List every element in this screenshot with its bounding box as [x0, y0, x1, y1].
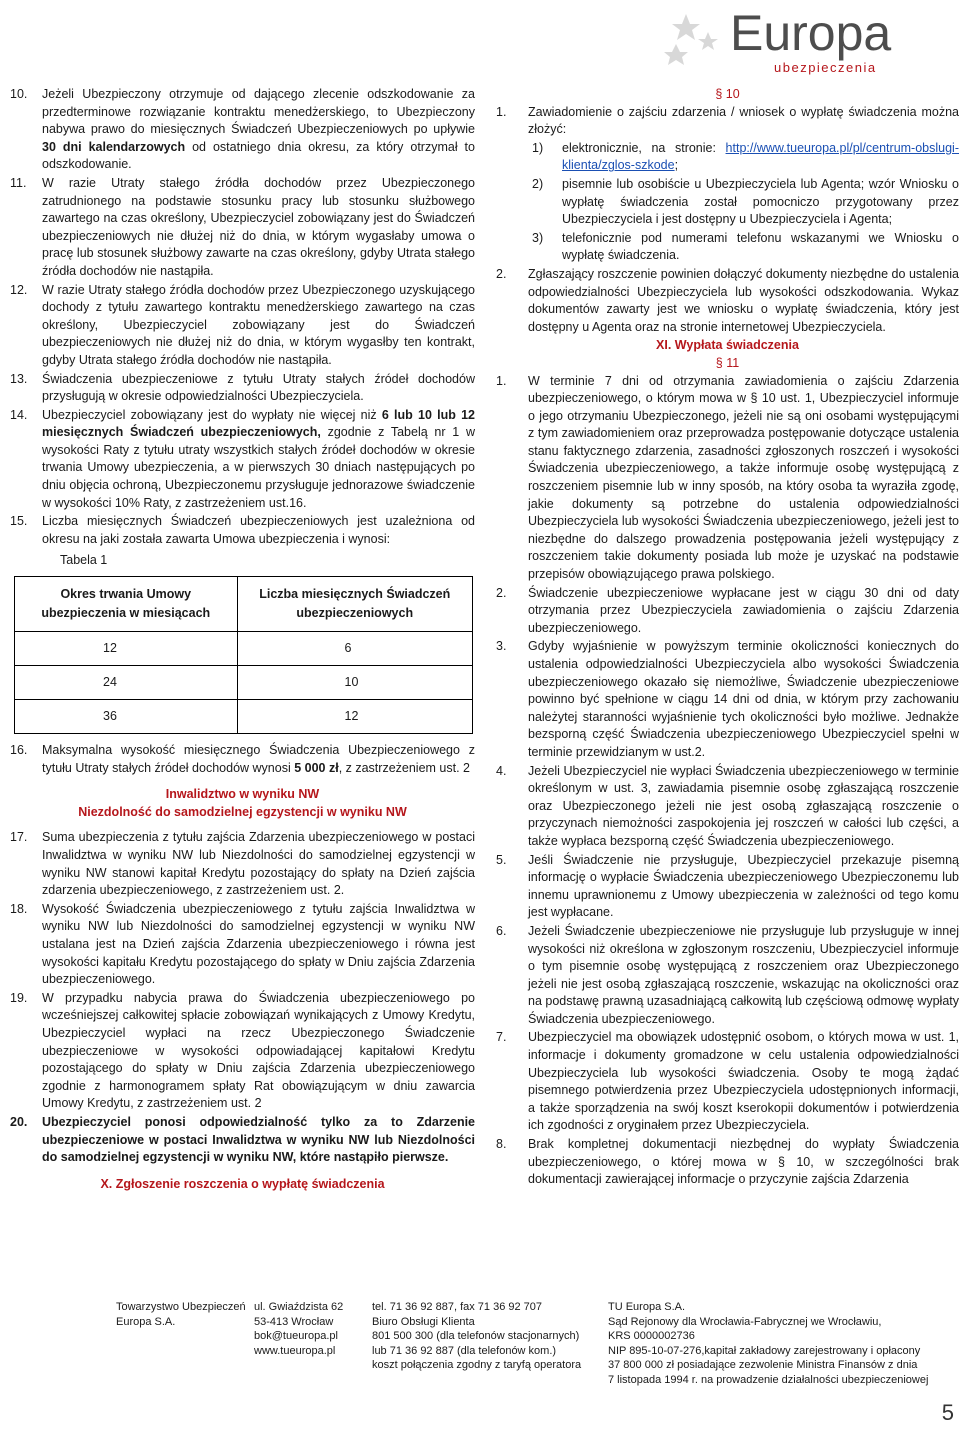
- item-17: [10, 829, 475, 899]
- right-column: [496, 86, 959, 1190]
- item-number: 18.: [10, 901, 28, 916]
- footer-line: TU Europa S.A.: [608, 1301, 686, 1313]
- item-text: Ubezpieczyciel zobowiązany jest do wypłaty nie więcej niż: [42, 407, 382, 422]
- s-item-1: [496, 373, 959, 584]
- table-header-cell: Okres trwania Umowy ubezpieczenia w miesiącach: [15, 577, 238, 632]
- footer-company: [116, 1300, 246, 1329]
- footer-contact: [372, 1300, 581, 1373]
- logo-brand-text: Europa: [730, 5, 892, 61]
- item-text: Jeśli Świadczenie nie przysługuje, Ubezpieczyciel przekazuje pisemną informację o wypłacie Świadczenia ubezpieczeniowego Ubezpieczonemu lub innemu uprawnionemu z Umowy ubezpieczenia w zależności od tego komu jest wypłacane.: [528, 852, 959, 920]
- item-12: [10, 282, 475, 370]
- footer-line: 53-413 Wrocław: [254, 1315, 334, 1328]
- footer-line: Towarzystwo Ubezpieczeń: [116, 1301, 246, 1313]
- table-caption: Tabela 1: [60, 553, 108, 568]
- footer-address: [254, 1300, 343, 1358]
- footer-line: koszt połączenia zgodny z taryfą operatora: [372, 1359, 582, 1371]
- item-11: [10, 175, 475, 281]
- r-subitem-1: [528, 140, 959, 175]
- footer-line: KRS 0000002736: [608, 1330, 695, 1342]
- item-text: Brak kompletnej dokumentacji niezbędnej do wypłaty Świadczenia ubezpieczeniowego, o której mowa w § 10, w szczególności brak dokumentacji zawierającej informacje o przyczynie zajścia Zdarzenia: [528, 1137, 959, 1187]
- item-number: 8.: [496, 1137, 507, 1152]
- item-15: [10, 513, 475, 548]
- item-text: ;: [674, 158, 679, 173]
- item-number: 17.: [10, 830, 28, 845]
- table-cell: 12: [237, 700, 473, 734]
- section-heading-inwalidztwo: Inwalidztwo w wyniku NW: [165, 787, 320, 802]
- footer-line: tel. 71 36 92 887, fax 71 36 92 707: [372, 1301, 543, 1313]
- item-18: [10, 901, 475, 989]
- s-item-4: [496, 763, 959, 851]
- item-text: Ubezpieczyciel ponosi odpowiedzialność tylko za to Zdarzenie ubezpieczeniowe w postaci Inwalidztwa w wyniku NW lub Niezdolności do samodzielnej egzystencji w wyniku NW, które nastąpiło pierwsze.: [42, 1114, 475, 1165]
- item-text: W razie Utraty stałego źródła dochodów przez Ubezpieczonego zatrudnionego na podstawie stosunku pracy lub stosunku służbowego zawartego na czas określony, Ubezpieczyciel zobowiązany jest do Świadczeń ubezpieczeniowych nie dłużej niż do dnia, w którym wygasłaby umowa o pracę lub stosunek służbowy zawarte na czas określony, gdyby Utrata stałego źródła dochodów nie nastąpiła.: [42, 175, 475, 278]
- footer-legal: [608, 1300, 928, 1387]
- item-text: elektronicznie, na stronie:: [562, 140, 726, 155]
- item-bold-text: 30 dni kalendarzowych: [42, 139, 186, 154]
- footer-line: 7 listopada 1994 r. na prowadzenie działalności ubezpieczeniowej: [608, 1373, 929, 1386]
- item-number: 1.: [496, 104, 507, 119]
- footer-line: NIP 895-10-07-276,kapitał zakładowy zarejestrowany i opłacony: [608, 1344, 921, 1357]
- item-20: [10, 1114, 475, 1167]
- item-19: [10, 990, 475, 1113]
- item-text: pisemnie lub osobiście u Ubezpieczyciela lub Agenta; wzór Wniosku o wypłatę świadczenia został pomocniczo przygotowany przez Ubezpieczyciela i jest dostępny u Ubezpieczyciela i Agenta;: [562, 176, 959, 227]
- item-text: Świadczenie ubezpieczeniowe wypłacane jest w ciągu 30 dni od daty otrzymania przez Ubezpieczyciela zawiadomienia o zajściu Zdarzenia ubezpieczeniowego.: [528, 585, 959, 635]
- footer-line: Europa S.A.: [116, 1315, 176, 1328]
- s-item-8: [496, 1136, 959, 1189]
- item-number: 12.: [10, 282, 28, 297]
- item-number: 4.: [496, 763, 507, 778]
- footer-website[interactable]: www.tueuropa.pl: [254, 1344, 336, 1357]
- item-number: 1): [532, 140, 544, 155]
- item-text: Gdyby wyjaśnienie w powyższym terminie okoliczności koniecznych do ustalenia odpowiedzialności Ubezpieczyciela albo wysokości Świadczenia ubezpieczeniowego okazało się niemożliwe, Świadczenie ubezpieczeniowe powinno być spełnione w ciągu 14 dni od dnia, w którym przy zachowaniu należytej staranności wyjaśnienie tych okoliczności było możliwe. Jednakże bezsporną część Świadczenia ubezpieczeniowego Ubezpieczyciel spełni w terminie przewidzianym w ust.2.: [528, 639, 959, 759]
- paragraph-marker-10: § 10: [715, 87, 740, 101]
- table-cell: 36: [15, 700, 238, 734]
- logo-sub-text: ubezpieczenia: [774, 60, 877, 75]
- table-header-row: [15, 577, 473, 632]
- item-number: 13.: [10, 371, 28, 386]
- footer-line: Sąd Rejonowy dla Wrocławia-Fabrycznej we Wrocławiu,: [608, 1315, 882, 1328]
- table-cell: 10: [237, 666, 473, 700]
- section-heading-x: X. Zgłoszenie roszczenia o wypłatę świadczenia: [100, 1176, 385, 1191]
- item-text: Liczba miesięcznych Świadczeń ubezpieczeniowych jest uzależniona od okresu na jaki została zawarta Umowa ubezpieczenia i wynosi:: [42, 514, 475, 546]
- item-text: Jeżeli Świadczenie ubezpieczeniowe nie przysługuje lub przysługuje w innej wysokości niż określona w zgłoszonym roszczeniu, Ubezpieczyciel informuje o tym pisemnie osobę występującą z roszczeniem oraz Ubezpieczonego jeżeli nie jest osobą zgłaszającą roszczenie, wskazując na okoliczności oraz na podstawę prawną uzasadniającą całkowitą lub częściową odmowę wypłaty Świadczenia ubezpieczeniowego.: [528, 923, 959, 1026]
- item-number: 2): [532, 176, 544, 191]
- table-row: [15, 632, 473, 666]
- table-row: [15, 666, 473, 700]
- item-text: Jeżeli Ubezpieczyciel nie wypłaci Świadczenia ubezpieczeniowego w terminie określonym w ust. 3, zawiadamia pisemnie osobę zgłaszającą roszczenie oraz Ubezpieczonego jeżeli nie jest osobą zgłaszającą roszczenie o przyczynach niemożności zaspokojenia jej roszczeń w całości lub części, a także wypłaca bezsporną część Świadczenia ubezpieczeniowego.: [528, 763, 959, 848]
- item-text: Maksymalna wysokość miesięcznego Świadczenia Ubezpieczeniowego z tytułu Utraty stałych źródeł dochodów wynosi: [42, 743, 475, 775]
- paragraph-marker-11: § 11: [715, 355, 740, 370]
- footer-email[interactable]: bok@tueuropa.pl: [254, 1330, 338, 1342]
- item-14: [10, 407, 475, 513]
- item-text: W przypadku nabycia prawa do Świadczenia ubezpieczeniowego po wcześniejszej całkowitej spłacie zobowiązań wynikających z Umowy Kredytu, Ubezpieczyciel wypłaci na rzecz Ubezpieczonego Świadczenie ubezpieczeniowe w wysokości odpowiadającej kapitałowi Kredytu pozostającego do spłaty w Dniu zajścia Zdarzenia ubezpieczeniowego zgodnie z harmonogramem spłaty Rat obowiązującym w dniu zawarcia Umowy Kredytu, z zastrzeżeniem ust. 2: [42, 990, 475, 1111]
- footer-line: ul. Gwiaździsta 62: [254, 1301, 344, 1313]
- item-number: 2.: [496, 266, 507, 281]
- item-text: Zawiadomienie o zajściu zdarzenia / wniosek o wypłatę świadczenia można złożyć:: [528, 104, 959, 137]
- table-cell: 24: [15, 666, 238, 700]
- footer-line: Biuro Obsługi Klienta: [372, 1315, 475, 1328]
- r-sublist: [496, 140, 959, 265]
- r-subitem-2: [528, 176, 959, 229]
- item-number: 11.: [10, 175, 27, 190]
- table-header-cell: Liczba miesięcznych Świadczeń ubezpieczeniowych: [237, 577, 473, 632]
- item-text: Świadczenia ubezpieczeniowe z tytułu Utraty stałych źródeł dochodów przysługują w okresie odpowiedzialności Ubezpieczyciela.: [42, 371, 475, 404]
- item-number: 2.: [496, 585, 507, 600]
- s-item-5: [496, 852, 959, 922]
- item-number: 5.: [496, 852, 507, 867]
- item-number: 16.: [10, 743, 28, 758]
- s-item-6: [496, 923, 959, 1029]
- item-text: , z zastrzeżeniem ust. 2: [338, 760, 470, 775]
- item-text: W terminie 7 dni od otrzymania zawiadomienia o zajściu Zdarzenia ubezpieczeniowego, o którym mowa w § 10 ust. 1, Ubezpieczyciel informuje o jego otrzymaniu Ubezpieczonego, jeżeli nie są oni osobami występującymi z tym zawiadomieniem oraz przeprowadza postępowanie dotyczące ustalenia stanu faktycznego zdarzenia, zasadności zgłoszonych roszczeń i wysokości Świadczenia ubezpieczeniowego, a także informuje osobę występującą z roszczeniem pisemnie lub w inny sposób, na który osoba ta wyraziła zgodę, jakie dokumenty są potrzebne do ustalenia odpowiedzialności Ubezpieczyciela lub wysokości Świadczenia ubezpieczeniowego, jeżeli jest to niezbędne do dalszego prowadzenia postępowania jeżeli występujący z roszczeniem takie dokumenty posiada lub może je uzyskać na podstawie przepisów obowiązującego prawa polskiego.: [528, 373, 959, 582]
- item-text: Jeżeli Ubezpieczony otrzymuje od dającego zlecenie odszkodowanie za przedterminowe rozwiązanie kontraktu menedżerskiego, to Ubezpieczony nabywa prawo do miesięcznych Świadczeń Ubezpieczeniowych po upływie: [42, 87, 475, 137]
- s-item-2: [496, 585, 959, 638]
- item-number: 20.: [10, 1114, 28, 1129]
- item-number: 15.: [10, 514, 28, 529]
- item-text: Suma ubezpieczenia z tytułu zajścia Zdarzenia ubezpieczeniowego w postaci Inwalidztwa w wyniku NW lub Niezdolności do samodzielnej egzystencji w wyniku NW stanowi kapitał Kredytu pozostający do spłaty na Dzień zajścia zdarzenia ubezpieczeniowego, z zastrzeżeniem ust. 2.: [42, 830, 475, 898]
- item-number: 6.: [496, 923, 507, 938]
- item-text: telefonicznie pod numerami telefonu wskazanymi we Wniosku o wypłatę świadczenia.: [562, 230, 959, 263]
- r-subitem-3: [528, 230, 959, 265]
- item-number: 14.: [10, 407, 28, 422]
- page-number: 5: [941, 1400, 954, 1425]
- table-1: [14, 576, 473, 734]
- item-text: W razie Utraty stałego źródła dochodów przez Ubezpieczonego uzyskującego dochody z tytułu zawartego kontraktu menedżerskiego zawartego na czas określony, Ubezpieczyciel zobowiązany jest do Świadczeń ubezpieczeniowych nie dłużej niż do dnia, w którym wygasłby ten kontrakt, gdyby Utrata stałego źródła dochodów nie nastąpiła.: [42, 282, 475, 367]
- table-cell: 12: [15, 632, 238, 666]
- item-bold-text: 5 000 zł: [294, 760, 339, 775]
- footer-line: 801 500 300 (dla telefonów stacjonarnych): [372, 1330, 580, 1342]
- r-item-1: [496, 104, 959, 139]
- item-text: zgodnie z Tabelą nr 1 w wysokości Raty z tytułu utraty wszystkich stałych źródeł dochodów w okresie trwania Umowy ubezpieczenia, a w pierwszych 30 dniach następujących po dniu objęcia ochroną, Ubezpieczonemu przysługuje jednorazowe świadczenie w wysokości 10% Raty, z zastrzeżeniem ust.16.: [42, 425, 475, 510]
- item-bold-text: 6 lub 10 lub 12 miesięcznych Świadczeń ubezpieczeniowych,: [42, 407, 475, 440]
- logo-mark-icon: [646, 10, 726, 70]
- r-item-2: [496, 266, 959, 336]
- item-number: 3): [532, 230, 544, 245]
- table-cell: 6: [237, 632, 473, 666]
- item-text: Wysokość Świadczenia ubezpieczeniowego z tytułu zajścia Inwalidztwa w wyniku NW lub Niezdolności do samodzielnej egzystencji w wyniku NW ustalana jest na Dzień zajścia Zdarzenia ubezpieczeniowego i równa jest wysokości kapitału Kredytu pozostającego do spłaty w Dniu zajścia Zdarzenia ubezpieczeniowego.: [42, 901, 475, 987]
- item-text: Ubezpieczyciel ma obowiązek udostępnić osobom, o których mowa w ust. 1, informacje i dokumenty gromadzone w celu ustalenia odpowiedzialności Ubezpieczyciela lub wysokości świadczenia. Osoby te mogą żądać pisemnego potwierdzenia przez Ubezpieczyciela udostępnionych informacji, a także sporządzenia na swój koszt kserokopii dokumentów i potwierdzenia ich zgodności z oryginałem przez Ubezpieczyciela.: [528, 1030, 959, 1133]
- left-column: [10, 86, 475, 1193]
- section-heading-xi: XI. Wypłata świadczenia: [656, 338, 799, 353]
- claim-link[interactable]: http://www.tueuropa.pl/pl/centrum-obslugi-klienta/zglos-szkode: [562, 140, 959, 173]
- item-text: od ostatniego dnia okresu, za który otrzymał to odszkodowanie.: [42, 139, 475, 172]
- europa-logo: [646, 5, 946, 75]
- s-item-3: [496, 638, 959, 761]
- item-number: 1.: [496, 373, 507, 388]
- section-heading-niezdolnosc: Niezdolność do samodzielnej egzystencji w wyniku NW: [78, 804, 407, 819]
- item-text: Zgłaszający roszczenie powinien dołączyć dokumenty niezbędne do ustalenia odpowiedzialności Ubezpieczyciela lub wysokości odszkodowania. Wykaz dokumentów zawarty jest we wniosku o wypłatę świadczenia, który jest dostępny u Agenta oraz na stronie internetowej Ubezpieczyciela.: [528, 266, 959, 334]
- footer-line: lub 71 36 92 887 (dla telefonów kom.): [372, 1344, 557, 1357]
- item-number: 3.: [496, 639, 507, 654]
- item-16: [10, 742, 475, 777]
- item-number: 10.: [10, 87, 28, 101]
- table-row: [15, 700, 473, 734]
- item-number: 19.: [10, 990, 28, 1005]
- s-item-7: [496, 1029, 959, 1135]
- footer-line: 37 800 000 zł posiadające zezwolenie Ministra Finansów z dnia: [608, 1359, 918, 1371]
- item-number: 7.: [496, 1030, 507, 1045]
- item-10: [10, 86, 475, 174]
- item-13: [10, 371, 475, 406]
